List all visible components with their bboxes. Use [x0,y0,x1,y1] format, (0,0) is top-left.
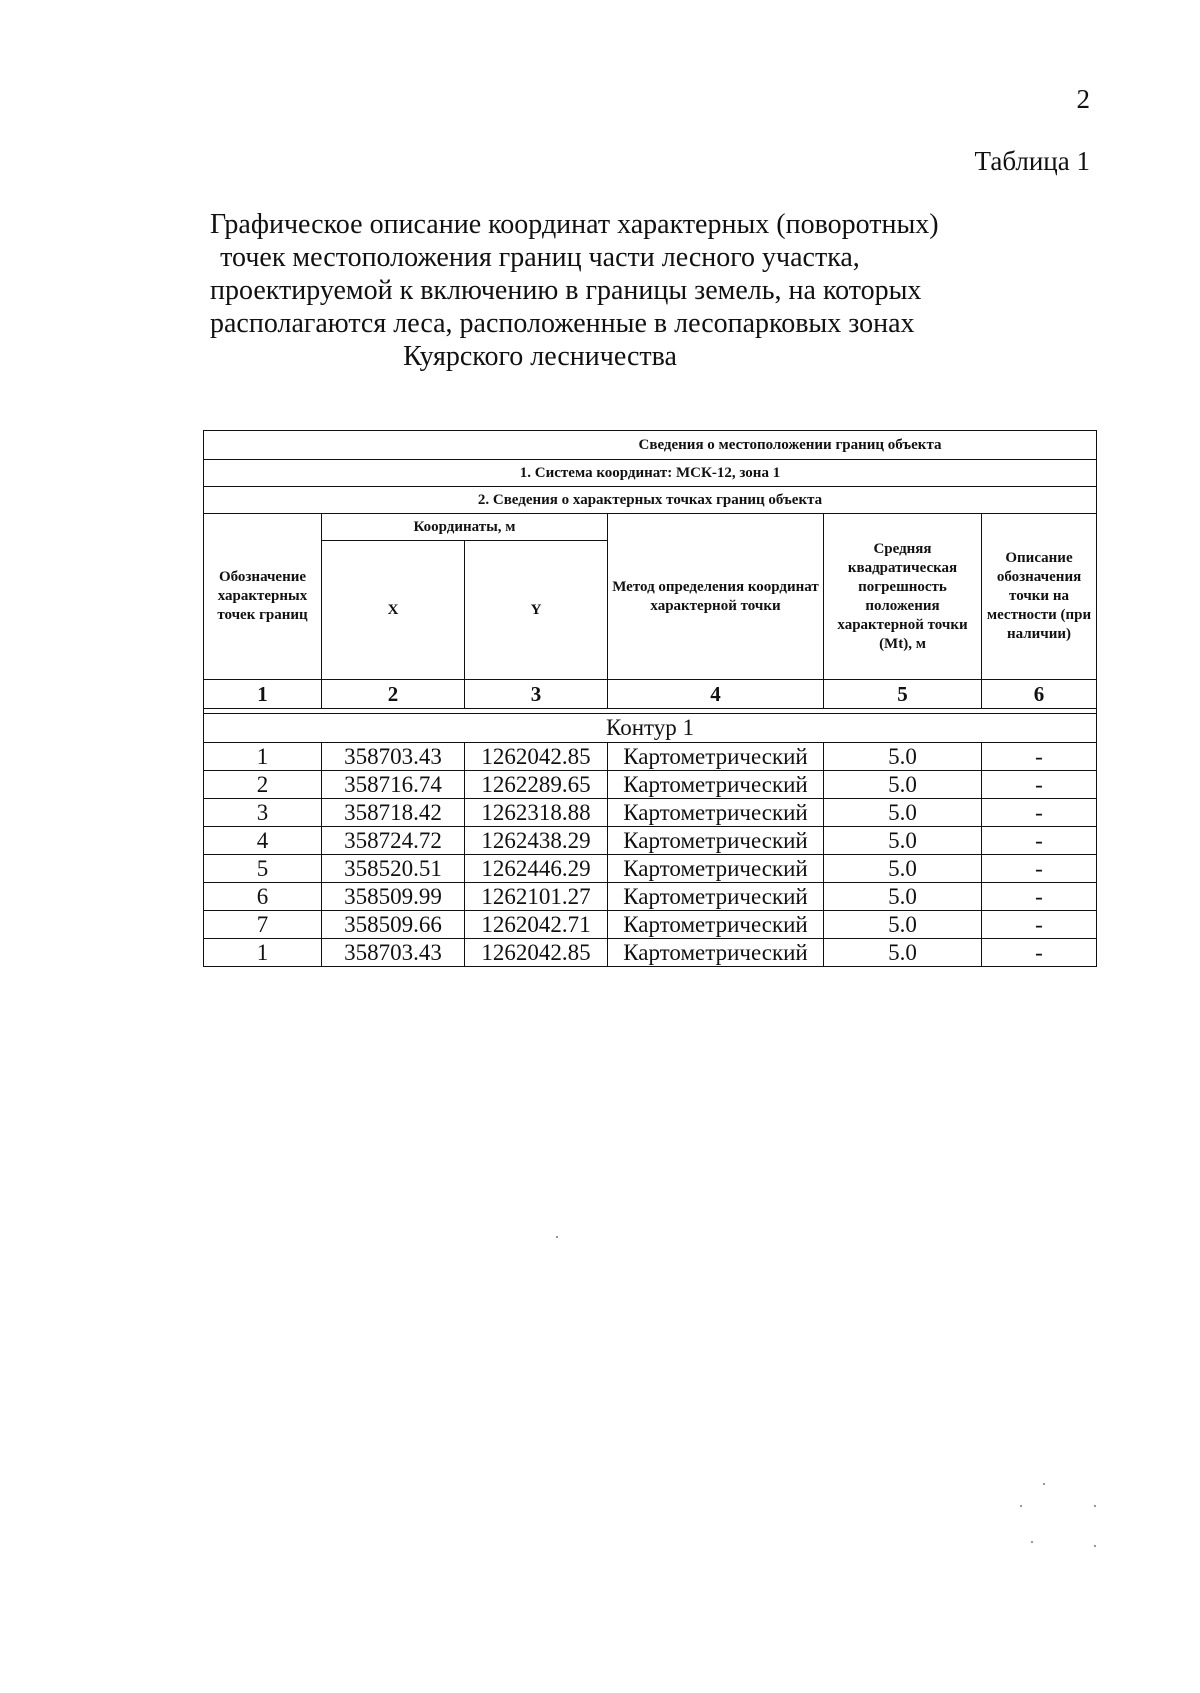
cell-method: Картометрический [608,855,824,883]
table-row [204,827,1097,855]
cell-error: 5.0 [824,911,982,939]
column-number: 3 [465,680,608,709]
cell-method: Картометрический [608,939,824,967]
cell-x: 358718.42 [322,799,465,827]
header-characteristic-points: 2. Сведения о характерных точках границ объекта [204,487,1097,514]
cell-x: 358509.99 [322,883,465,911]
document-title [210,208,939,373]
table-row [204,799,1097,827]
scan-speck [556,1236,558,1238]
cell-method: Картометрический [608,911,824,939]
table-caption: Таблица 1 [974,146,1090,176]
title-line: Графическое описание координат характерных (поворотных) [210,209,939,240]
contour-label: Контур 1 [204,714,1097,743]
cell-description: - [982,827,1097,855]
cell-method: Картометрический [608,771,824,799]
column-number: 6 [982,680,1097,709]
cell-x: 358724.72 [322,827,465,855]
table-row [204,771,1097,799]
header-coordinate-system: 1. Система координат: МСК-12, зона 1 [204,460,1097,487]
cell-description: - [982,771,1097,799]
title-line: располагаются леса, расположенные в лесопарковых зонах [210,308,915,339]
table-row [204,883,1097,911]
cell-point: 3 [204,799,322,827]
cell-point: 1 [204,743,322,771]
cell-error: 5.0 [824,743,982,771]
col-header-coordinates: Координаты, м [322,514,608,541]
col-header-y: Y [465,541,608,680]
cell-point: 7 [204,911,322,939]
column-number: 5 [824,680,982,709]
cell-description: - [982,883,1097,911]
cell-y: 1262042.85 [465,743,608,771]
cell-description: - [982,939,1097,967]
cell-y: 1262289.65 [465,771,608,799]
cell-x: 358509.66 [322,911,465,939]
col-header-x: X [322,541,465,680]
column-number: 4 [608,680,824,709]
table-row [204,911,1097,939]
cell-method: Картометрический [608,827,824,855]
cell-description: - [982,799,1097,827]
cell-error: 5.0 [824,827,982,855]
scan-speck [1043,1483,1045,1485]
cell-point: 5 [204,855,322,883]
cell-error: 5.0 [824,771,982,799]
scan-speck [1094,1545,1096,1547]
col-header-point: Обозначение характерных точек границ [204,514,322,680]
header-object-info: Сведения о местоположении границ объекта [204,431,1097,460]
table-row [204,939,1097,967]
scan-speck [1031,1541,1033,1543]
cell-error: 5.0 [824,939,982,967]
cell-y: 1262042.85 [465,939,608,967]
col-header-method: Метод определения координат характерной точки [608,514,824,680]
cell-point: 4 [204,827,322,855]
cell-x: 358716.74 [322,771,465,799]
coordinates-table [203,430,1097,967]
cell-x: 358703.43 [322,939,465,967]
table-row [204,855,1097,883]
cell-point: 1 [204,939,322,967]
cell-method: Картометрический [608,799,824,827]
cell-method: Картометрический [608,883,824,911]
table-row [204,743,1097,771]
scan-speck [1094,1505,1096,1507]
cell-point: 6 [204,883,322,911]
cell-error: 5.0 [824,855,982,883]
cell-y: 1262446.29 [465,855,608,883]
cell-y: 1262042.71 [465,911,608,939]
cell-y: 1262318.88 [465,799,608,827]
cell-description: - [982,911,1097,939]
title-line: точек местоположения границ части лесного участка, [220,242,860,273]
title-line: проектируемой к включению в границы земель, на которых [210,275,922,306]
column-number: 1 [204,680,322,709]
column-number: 2 [322,680,465,709]
cell-x: 358703.43 [322,743,465,771]
col-header-description: Описание обозначения точки на местности (при наличии) [982,514,1097,680]
cell-method: Картометрический [608,743,824,771]
cell-description: - [982,743,1097,771]
cell-y: 1262438.29 [465,827,608,855]
cell-error: 5.0 [824,799,982,827]
scan-speck [1020,1505,1022,1507]
title-line: Куярского лесничества [403,341,677,372]
cell-x: 358520.51 [322,855,465,883]
cell-description: - [982,855,1097,883]
col-header-error: Средняя квадратическая погрешность положения характерной точки (Mt), м [824,514,982,680]
page-number: 2 [1076,84,1090,114]
cell-y: 1262101.27 [465,883,608,911]
cell-point: 2 [204,771,322,799]
cell-error: 5.0 [824,883,982,911]
